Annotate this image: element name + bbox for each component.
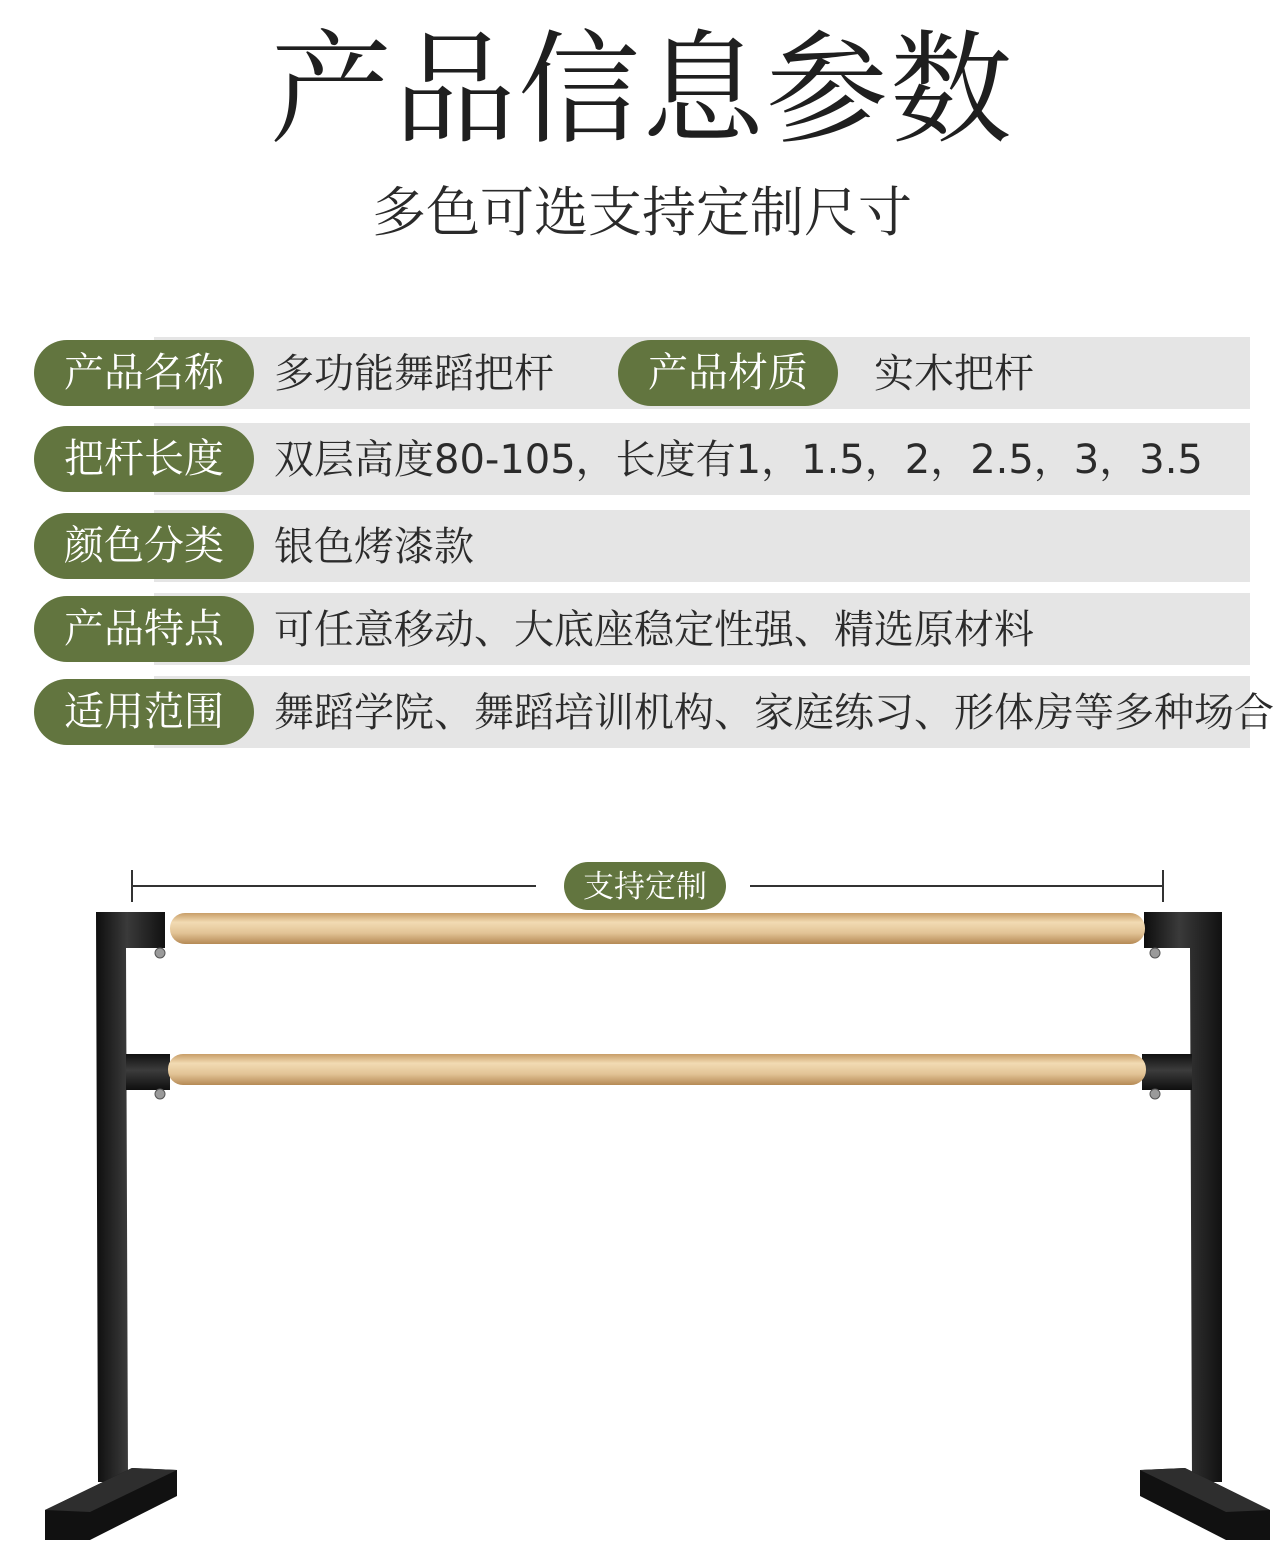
spec-row-length [34, 423, 1250, 495]
left-frame [45, 912, 177, 1540]
spec-label-color: 颜色分类 [34, 513, 254, 579]
spec-row-scope [34, 676, 1274, 748]
spec-label-length: 把杆长度 [34, 426, 254, 492]
custom-size-badge [564, 862, 726, 910]
spec-row-name-material [34, 337, 1250, 409]
spec-value-scope: 舞蹈学院、舞蹈培训机构、家庭练习、形体房等多种场合 [274, 690, 1274, 736]
spec-label-features: 产品特点 [34, 596, 254, 662]
page-title: 产品信息参数 [270, 19, 1014, 161]
ballet-barre-illustration [0, 850, 1284, 1553]
lower-wooden-bar [168, 1054, 1146, 1085]
spec-row-features [34, 593, 1250, 665]
upper-wooden-bar [170, 913, 1145, 944]
custom-size-badge-label: 支持定制 [583, 869, 707, 905]
spec-label-material: 产品材质 [618, 340, 838, 406]
spec-value-length: 双层高度80-105，长度有1，1.5，2，2.5，3，3.5 [274, 437, 1203, 483]
page-subtitle: 多色可选支持定制尺寸 [372, 181, 912, 244]
spec-label-scope: 适用范围 [34, 679, 254, 745]
right-frame [1140, 912, 1270, 1540]
spec-value-features: 可任意移动、大底座稳定性强、精选原材料 [274, 607, 1034, 653]
spec-row-color [34, 510, 1250, 582]
spec-value-material: 实木把杆 [874, 351, 1034, 397]
spec-label-product-name: 产品名称 [34, 340, 254, 406]
spec-value-color: 银色烤漆款 [274, 524, 474, 570]
spec-value-product-name: 多功能舞蹈把杆 [274, 351, 554, 397]
